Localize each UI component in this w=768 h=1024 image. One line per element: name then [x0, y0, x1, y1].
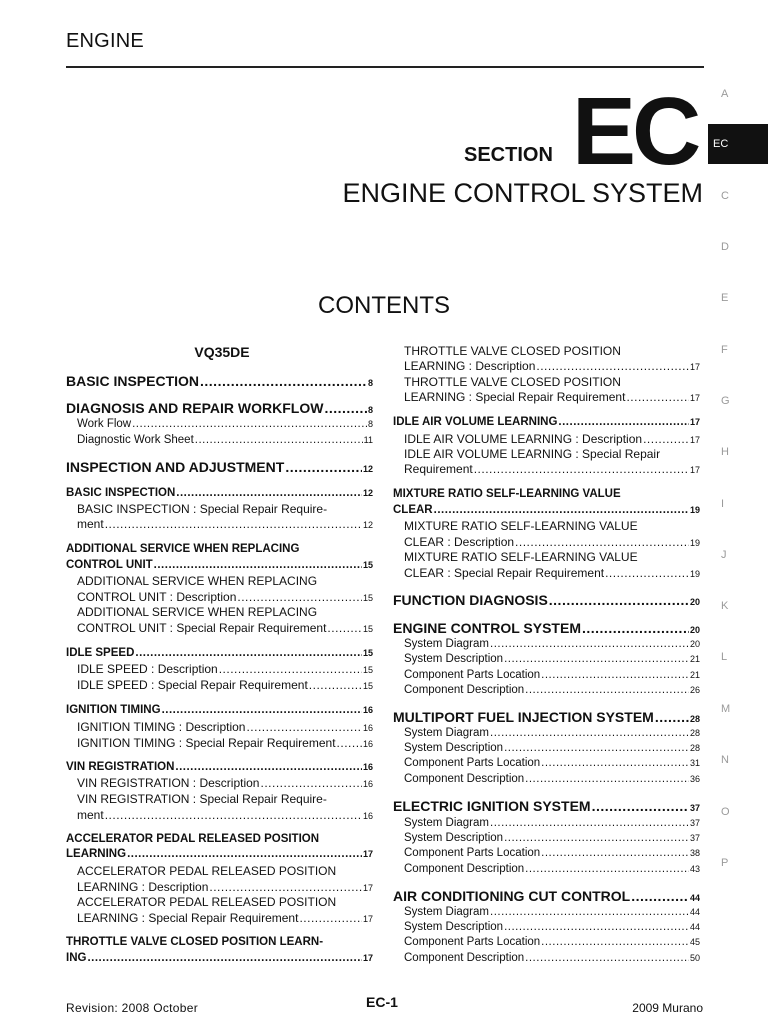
toc-page-number: 28	[689, 728, 700, 738]
toc-entry[interactable]	[66, 373, 373, 389]
toc-page-number: 17	[689, 393, 700, 403]
toc-entry-text[interactable]: ACCELERATOR PEDAL RELEASED POSITION	[66, 833, 320, 845]
toc-entry[interactable]	[393, 709, 700, 725]
toc-entry[interactable]	[77, 736, 373, 750]
toc-entry-text: System Description	[404, 832, 504, 844]
toc-entry-text: System Diagram	[404, 727, 489, 739]
toc-page-number: 38	[689, 848, 700, 858]
toc-page-number: 20	[689, 597, 700, 607]
side-tab-i[interactable]: I	[721, 498, 725, 510]
toc-entry-text: Component Parts Location	[404, 757, 541, 769]
toc-page-number: 16	[362, 705, 373, 715]
toc-entry-text: CONTROL UNIT : Description	[77, 590, 237, 604]
side-tab-d[interactable]: D	[721, 241, 729, 253]
dot-leader	[504, 653, 689, 665]
toc-entry-text: VIN REGISTRATION : Description	[77, 776, 260, 790]
toc-entry-text[interactable]: MIXTURE RATIO SELF-LEARNING VALUE	[404, 550, 638, 564]
toc-page-number: 8	[367, 378, 373, 388]
dot-leader	[541, 847, 689, 859]
toc-entry-text: IDLE AIR VOLUME LEARNING	[393, 416, 558, 428]
dot-leader	[549, 592, 689, 608]
section-title: ENGINE CONTROL SYSTEM	[342, 178, 703, 208]
toc-entry-text: LEARNING : Description	[404, 359, 536, 373]
dot-leader	[132, 418, 367, 430]
toc-entry-text[interactable]: BASIC INSPECTION : Special Repair Require-	[77, 502, 328, 516]
toc-entry-text: ment	[77, 517, 104, 531]
toc-entry-text: DIAGNOSIS AND REPAIR WORKFLOW	[66, 400, 324, 416]
toc-entry[interactable]	[393, 416, 700, 428]
toc-entry[interactable]	[393, 592, 700, 608]
toc-entry-text: MULTIPORT FUEL INJECTION SYSTEM	[393, 709, 654, 725]
toc-page-number: 19	[689, 538, 700, 548]
toc-entry-text: AIR CONDITIONING CUT CONTROL	[393, 888, 631, 904]
side-tab-active[interactable]	[708, 124, 768, 164]
dot-leader	[504, 832, 689, 844]
toc-entry-text: CONTROL UNIT : Special Repair Requirement	[77, 621, 327, 635]
toc-entry-text: CLEAR : Special Repair Requirement	[404, 566, 605, 580]
toc-entry-text[interactable]: MIXTURE RATIO SELF-LEARNING VALUE	[404, 519, 638, 533]
toc-entry[interactable]	[404, 936, 700, 948]
toc-entry-text: ENGINE CONTROL SYSTEM	[393, 620, 581, 636]
toc-entry[interactable]	[404, 817, 700, 829]
toc-entry-text: IGNITION TIMING : Description	[77, 720, 246, 734]
toc-entry[interactable]	[404, 952, 700, 964]
toc-entry-text[interactable]: THROTTLE VALVE CLOSED POSITION	[404, 375, 621, 389]
toc-entry[interactable]	[66, 952, 373, 964]
toc-entry[interactable]	[404, 863, 700, 875]
side-tab-h[interactable]: H	[721, 446, 729, 458]
toc-page-number: 15	[362, 665, 373, 675]
toc-entry[interactable]	[404, 359, 700, 373]
dot-leader	[525, 684, 689, 696]
toc-page-number: 17	[689, 465, 700, 475]
toc-entry-text[interactable]: IDLE AIR VOLUME LEARNING : Special Repair	[404, 447, 661, 461]
dot-leader	[558, 416, 689, 428]
toc-page-number: 17	[362, 849, 373, 859]
section-word: SECTION	[464, 144, 553, 166]
toc-entry[interactable]	[77, 808, 373, 822]
toc-page-number: 44	[689, 893, 700, 903]
toc-entry-text: IDLE AIR VOLUME LEARNING : Description	[404, 432, 643, 446]
dot-leader	[655, 709, 689, 725]
toc-page-number: 17	[362, 883, 373, 893]
toc-entry-text: Component Description	[404, 952, 525, 964]
toc-page-number: 17	[689, 435, 700, 445]
side-tab-c[interactable]: C	[721, 190, 729, 202]
toc-page-number: 15	[362, 560, 373, 570]
toc-entry[interactable]	[77, 590, 373, 604]
dot-leader	[525, 773, 689, 785]
toc-entry-text: Component Description	[404, 684, 525, 696]
toc-entry-text: Component Description	[404, 773, 525, 785]
toc-entry[interactable]	[66, 559, 373, 571]
dot-leader	[337, 736, 362, 750]
toc-page-number: 17	[362, 914, 373, 924]
toc-entry[interactable]	[404, 832, 700, 844]
toc-page-number: 37	[689, 833, 700, 843]
toc-entry-text: Component Parts Location	[404, 936, 541, 948]
toc-entry[interactable]	[404, 847, 700, 859]
toc-entry-text: BASIC INSPECTION	[66, 487, 176, 499]
toc-entry-text[interactable]: VIN REGISTRATION : Special Repair Require-	[77, 792, 327, 806]
toc-page-number: 16	[362, 811, 373, 821]
dot-leader	[195, 434, 363, 446]
side-tab-m[interactable]: M	[721, 703, 731, 715]
side-tab-n[interactable]: N	[721, 754, 729, 766]
footer-revision: Revision: 2008 October	[66, 1001, 199, 1015]
dot-leader	[490, 727, 689, 739]
side-tab-l[interactable]: L	[721, 651, 728, 663]
toc-page-number: 12	[362, 488, 373, 498]
toc-entry[interactable]	[404, 653, 700, 665]
toc-page-number: 44	[689, 922, 700, 932]
toc-entry-text: ment	[77, 808, 104, 822]
dot-leader	[525, 863, 689, 875]
toc-entry-text: System Description	[404, 742, 504, 754]
toc-entry[interactable]	[66, 704, 373, 716]
dot-leader	[490, 638, 689, 650]
toc-page-number: 20	[689, 625, 700, 635]
toc-entry-text: ELECTRIC IGNITION SYSTEM	[393, 798, 591, 814]
toc-entry-text: Component Description	[404, 863, 525, 875]
toc-entry-text: IGNITION TIMING : Special Repair Requirement	[77, 736, 336, 750]
toc-entry-text: IDLE SPEED	[66, 647, 135, 659]
toc-page-number: 50	[689, 953, 700, 963]
side-tab-k[interactable]: K	[721, 600, 729, 612]
toc-entry[interactable]	[393, 888, 700, 904]
toc-entry-text[interactable]: ACCELERATOR PEDAL RELEASED POSITION	[77, 864, 337, 878]
toc-page-number: 28	[689, 714, 700, 724]
side-tab-p[interactable]: P	[721, 857, 729, 869]
toc-entry-text[interactable]: ADDITIONAL SERVICE WHEN REPLACING	[66, 543, 300, 555]
toc-entry[interactable]	[404, 535, 700, 549]
side-tab-o[interactable]: O	[721, 806, 730, 818]
dot-leader	[87, 952, 362, 964]
toc-entry-text[interactable]: MIXTURE RATIO SELF-LEARNING VALUE	[393, 488, 621, 500]
dot-leader	[127, 848, 362, 860]
toc-page-number: 15	[362, 593, 373, 603]
toc-page-number: 26	[689, 685, 700, 695]
dot-leader	[219, 662, 362, 676]
dot-leader	[105, 517, 362, 531]
dot-leader	[541, 757, 689, 769]
toc-page-number: 21	[689, 670, 700, 680]
toc-entry[interactable]	[77, 517, 373, 531]
toc-entry-text: LEARNING : Description	[77, 880, 209, 894]
toc-entry-text: Component Parts Location	[404, 847, 541, 859]
toc-entry[interactable]	[404, 669, 700, 681]
dot-leader	[631, 888, 689, 904]
dot-leader	[626, 390, 689, 404]
dot-leader	[135, 647, 362, 659]
side-tab-e[interactable]: E	[721, 292, 729, 304]
toc-entry[interactable]	[404, 773, 700, 785]
toc-page-number: 11	[363, 435, 373, 445]
toc-entry[interactable]	[66, 647, 373, 659]
toc-entry[interactable]	[404, 390, 700, 404]
dot-leader	[299, 911, 362, 925]
toc-entry[interactable]	[393, 504, 700, 516]
toc-entry-text: VIN REGISTRATION	[66, 761, 175, 773]
dot-leader	[525, 952, 689, 964]
toc-page-number: 15	[362, 648, 373, 658]
toc-page-number: 44	[689, 907, 700, 917]
header-section-label: ENGINE	[66, 30, 144, 52]
side-tab-j[interactable]: J	[721, 549, 727, 561]
toc-entry[interactable]	[77, 621, 373, 635]
toc-entry-text: System Diagram	[404, 817, 489, 829]
toc-page-number: 12	[362, 464, 373, 474]
toc-entry[interactable]	[393, 798, 700, 814]
toc-entry-text: IGNITION TIMING	[66, 704, 161, 716]
dot-leader	[490, 817, 689, 829]
dot-leader	[324, 400, 367, 416]
toc-page-number: 16	[362, 723, 373, 733]
dot-leader	[504, 742, 689, 754]
toc-page-number: 20	[689, 639, 700, 649]
toc-page-number: 16	[362, 779, 373, 789]
dot-leader	[643, 432, 689, 446]
toc-entry-text: IDLE SPEED : Description	[77, 662, 218, 676]
toc-page-number: 15	[362, 681, 373, 691]
toc-entry[interactable]	[77, 776, 373, 790]
toc-page-number: 17	[689, 417, 700, 427]
toc-page-number: 12	[362, 520, 373, 530]
model-code: VQ35DE	[194, 344, 250, 360]
footer-page-number: EC-1	[366, 994, 398, 1010]
section-code: EC	[572, 78, 698, 185]
header-rule	[66, 66, 704, 68]
toc-page-number: 37	[689, 803, 700, 813]
dot-leader	[209, 880, 362, 894]
dot-leader	[176, 487, 362, 499]
toc-entry-text: IDLE SPEED : Special Repair Requirement	[77, 678, 308, 692]
side-tab-f[interactable]: F	[721, 344, 728, 356]
toc-entry[interactable]	[404, 638, 700, 650]
toc-entry[interactable]	[404, 727, 700, 739]
toc-entry[interactable]	[393, 620, 700, 636]
toc-entry-text: BASIC INSPECTION	[66, 373, 200, 389]
toc-entry-text: System Diagram	[404, 906, 489, 918]
dot-leader	[536, 359, 689, 373]
toc-entry[interactable]	[404, 566, 700, 580]
toc-entry-text: Diagnostic Work Sheet	[77, 434, 194, 446]
toc-entry[interactable]	[404, 757, 700, 769]
side-tab-a[interactable]: A	[721, 88, 729, 100]
dot-leader	[504, 921, 689, 933]
toc-page-number: 8	[367, 419, 373, 429]
toc-entry[interactable]	[404, 684, 700, 696]
toc-page-number: 19	[689, 505, 700, 515]
toc-entry-text[interactable]: ADDITIONAL SERVICE WHEN REPLACING	[77, 574, 318, 588]
toc-entry-text: System Diagram	[404, 638, 489, 650]
toc-entry-text[interactable]: ACCELERATOR PEDAL RELEASED POSITION	[77, 895, 337, 909]
contents-title: CONTENTS	[318, 292, 450, 319]
toc-entry[interactable]	[404, 432, 700, 446]
toc-entry[interactable]	[66, 459, 373, 475]
dot-leader	[105, 808, 362, 822]
footer-model: 2009 Murano	[632, 1001, 703, 1015]
toc-entry[interactable]	[66, 487, 373, 499]
toc-page-number: 45	[689, 937, 700, 947]
toc-entry-text: Component Parts Location	[404, 669, 541, 681]
toc-page-number: 43	[689, 864, 700, 874]
toc-entry[interactable]	[66, 400, 373, 416]
toc-entry-text: LEARNING : Special Repair Requirement	[404, 390, 626, 404]
toc-entry[interactable]	[77, 662, 373, 676]
dot-leader	[154, 559, 362, 571]
toc-page-number: 17	[689, 362, 700, 372]
toc-entry[interactable]	[77, 434, 373, 446]
toc-entry[interactable]	[66, 848, 373, 860]
toc-page-number: 19	[689, 569, 700, 579]
toc-entry[interactable]	[77, 678, 373, 692]
toc-page-number: 16	[362, 739, 373, 749]
toc-page-number: 21	[689, 654, 700, 664]
side-tab-g[interactable]: G	[721, 395, 730, 407]
dot-leader	[162, 704, 362, 716]
toc-entry-text: CLEAR : Description	[404, 535, 515, 549]
toc-page-number: 36	[689, 774, 700, 784]
toc-entry-text: LEARNING : Special Repair Requirement	[77, 911, 299, 925]
toc-page-number: 31	[689, 758, 700, 768]
toc-entry-text: Work Flow	[77, 418, 132, 430]
dot-leader	[605, 566, 689, 580]
dot-leader	[260, 776, 362, 790]
toc-page-number: 15	[362, 624, 373, 634]
toc-page-number: 17	[362, 953, 373, 963]
toc-entry[interactable]	[404, 921, 700, 933]
toc-page-number: 16	[362, 762, 373, 772]
toc-entry[interactable]	[404, 742, 700, 754]
toc-entry[interactable]	[77, 911, 373, 925]
dot-leader	[515, 535, 689, 549]
toc-entry-text: Requirement	[404, 462, 473, 476]
toc-page-number: 8	[367, 405, 373, 415]
dot-leader	[237, 590, 362, 604]
dot-leader	[285, 459, 362, 475]
dot-leader	[434, 504, 689, 516]
toc-entry-text: CONTROL UNIT	[66, 559, 153, 571]
toc-entry[interactable]	[77, 720, 373, 734]
dot-leader	[592, 798, 689, 814]
dot-leader	[541, 936, 689, 948]
toc-entry-text: System Description	[404, 921, 504, 933]
dot-leader	[541, 669, 689, 681]
dot-leader	[327, 621, 362, 635]
toc-entry[interactable]	[66, 761, 373, 773]
dot-leader	[200, 373, 367, 389]
toc-entry-text: System Description	[404, 653, 504, 665]
toc-entry-text[interactable]: THROTTLE VALVE CLOSED POSITION LEARN-	[66, 936, 324, 948]
toc-entry-text: CLEAR	[393, 504, 433, 516]
dot-leader	[175, 761, 362, 773]
toc-entry-text: INSPECTION AND ADJUSTMENT	[66, 459, 285, 475]
toc-entry-text: ING	[66, 952, 87, 964]
dot-leader	[490, 906, 689, 918]
dot-leader	[474, 462, 689, 476]
toc-entry[interactable]	[77, 418, 373, 430]
toc-entry[interactable]	[77, 880, 373, 894]
dot-leader	[309, 678, 362, 692]
toc-page-number: 28	[689, 743, 700, 753]
dot-leader	[246, 720, 362, 734]
toc-entry-text[interactable]: THROTTLE VALVE CLOSED POSITION	[404, 344, 621, 358]
dot-leader	[582, 620, 689, 636]
toc-entry-text: FUNCTION DIAGNOSIS	[393, 592, 548, 608]
toc-entry-text[interactable]: ADDITIONAL SERVICE WHEN REPLACING	[77, 605, 318, 619]
toc-entry[interactable]	[404, 462, 700, 476]
toc-entry-text: LEARNING	[66, 848, 127, 860]
toc-entry[interactable]	[404, 906, 700, 918]
toc-page-number: 37	[689, 818, 700, 828]
side-tab-active-label: EC	[713, 138, 729, 150]
